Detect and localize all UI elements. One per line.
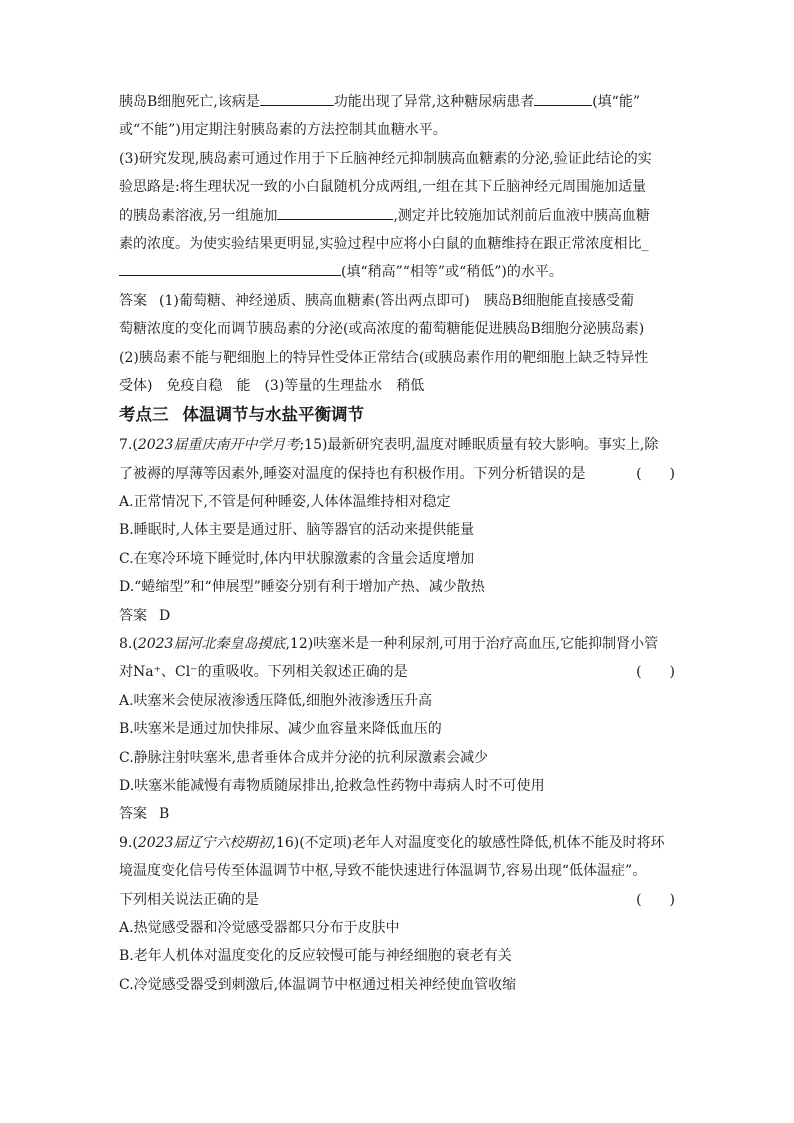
question-source: 2023届河北秦皇岛摸底 [137, 636, 286, 653]
q9-line-3 [119, 886, 677, 914]
answer-label: 答案 [119, 806, 147, 823]
q9-line-1 [119, 829, 677, 857]
q6-part3-line-5 [119, 258, 677, 286]
q8-line-1 [119, 630, 677, 658]
question-text: ,16)(不定项)老年人对温度变化的敏感性降低,机体不能及时将环 [271, 834, 665, 851]
question-number: 7.( [119, 437, 138, 454]
answer-text: 免疫自稳 [166, 377, 223, 394]
q6-part3-line-3 [119, 202, 677, 230]
question-source: 2023届辽宁六校期初 [137, 834, 272, 851]
q6-part3-line-2: 验思路是:将生理状况一致的小白鼠随机分成两组,一组在其下丘脑神经元周围施加适量 [119, 179, 647, 196]
q6-answer-line-2: 萄糖浓度的变化而调节胰岛素的分泌(或高浓度的葡萄糖能促进胰岛B细胞分泌胰岛素) [119, 321, 645, 338]
section-heading [119, 400, 677, 431]
q6-text: 功能出现了异常,这种糖尿病患者 [333, 94, 535, 110]
answer-text: 能 [236, 377, 251, 394]
option-d: D.“蜷缩型”和“伸展型”睡姿分别有利于增加产热、减少散热 [119, 579, 485, 596]
question-text: ,12)呋塞米是一种利尿剂,可用于治疗高血压,它能抑制肾小管 [285, 636, 659, 653]
q6-line-2: 或“不能”)用定期注射胰岛素的方法控制其血糖水平。 [119, 122, 447, 139]
q8-line-2 [119, 658, 677, 686]
option-b: B.呋塞米是通过加快排尿、减少血容量来降低血压的 [119, 721, 442, 738]
option-c: C.在寒冷环境下睡觉时,体内甲状腺激素的含量会适度增加 [119, 550, 475, 567]
question-source: 2023届重庆南开中学月考 [137, 437, 300, 454]
answer-text: (1)葡萄糖、神经递质、胰高血糖素(答出两点即可) [159, 292, 470, 309]
document-page [119, 88, 677, 999]
option-a: A.热觉感受器和冷觉感受器都只分布于皮肤中 [119, 919, 400, 936]
option-b: B.老年人机体对温度变化的反应较慢可能与神经细胞的衰老有关 [119, 948, 512, 965]
answer-text: 受体) [119, 377, 153, 394]
q7-line-1 [119, 431, 677, 459]
answer-text: (3)等量的生理盐水 [264, 377, 383, 394]
q6-answer-line-4 [119, 372, 677, 400]
question-text: 下列相关说法正确的是 [119, 891, 259, 908]
answer-label: 答案 [119, 292, 147, 309]
answer-label: 答案 [119, 607, 147, 624]
fill-blank [260, 91, 334, 106]
q6-text: (填“能” [592, 94, 640, 110]
section-number: 考点三 [119, 405, 169, 425]
question-number: 8.( [119, 636, 138, 653]
q7-answer [119, 602, 677, 630]
answer-value: B [159, 806, 170, 823]
option-c: C.冷觉感受器受到刺激后,体温调节中枢通过相关神经使血管收缩 [119, 976, 517, 993]
q8-answer [119, 800, 677, 828]
option-b: B.睡眠时,人体主要是通过肝、脑等器官的活动来提供能量 [119, 522, 475, 539]
q6-text: ,测定并比较施加试剂前后血液中胰高血糖 [393, 207, 650, 224]
option-a: A.呋塞米会使尿液渗透压降低,细胞外液渗透压升高 [119, 692, 433, 709]
q6-part3-line-1: (3)研究发现,胰岛素可通过作用于下丘脑神经元抑制胰高血糖素的分泌,验证此结论的实 [119, 150, 652, 167]
answer-bracket: ( ) [636, 891, 675, 908]
q6-text: 的胰岛素溶液,另一组施加 [119, 207, 278, 224]
q6-answer-line-3: (2)胰岛素不能与靶细胞上的特异性受体正常结合(或胰岛素作用的靶细胞上缺乏特异性 [119, 349, 649, 366]
answer-bracket: ( ) [636, 664, 675, 681]
question-text: ;15)最新研究表明,温度对睡眠质量有较大影响。事实上,除 [299, 437, 659, 454]
question-text: 了被褥的厚薄等因素外,睡姿对温度的保持也有积极作用。下列分析错误的是 [119, 465, 586, 482]
answer-value: D [159, 607, 171, 624]
q7-line-2 [119, 460, 677, 488]
option-d: D.呋塞米能减慢有毒物质随尿排出,抢救急性药物中毒病人时不可使用 [119, 777, 545, 794]
section-title: 体温调节与水盐平衡调节 [182, 405, 364, 425]
option-c: C.静脉注射呋塞米,患者垂体合成并分泌的抗利尿激素会减少 [119, 749, 489, 766]
fill-blank [119, 261, 341, 276]
fill-blank [534, 91, 592, 106]
question-number: 9.( [119, 834, 138, 851]
option-a: A.正常情况下,不管是何种睡姿,人体体温维持相对稳定 [119, 494, 451, 511]
q6-text: 胰岛B细胞死亡,该病是 [119, 94, 260, 110]
q6-answer-line-1 [119, 287, 677, 315]
question-text: 对Na⁺、Cl⁻的重吸收。下列相关叙述正确的是 [119, 664, 408, 681]
q6-line-1 [119, 88, 677, 116]
answer-text: 稍低 [396, 377, 425, 394]
fill-blank [277, 205, 393, 220]
q9-line-2: 境温度变化信号传至体温调节中枢,导致不能快速进行体温调节,容易出现“低体温症”。 [119, 863, 647, 880]
answer-bracket: ( ) [636, 465, 675, 482]
q6-text: (填“稍高”“相等”或“稍低”)的水平。 [341, 264, 563, 281]
answer-text: 胰岛B细胞能直接感受葡 [483, 292, 635, 309]
q6-part3-line-4: 素的浓度。为使实验结果更明显,实验过程中应将小白鼠的血糖维持在跟正常浓度相比_ [119, 235, 649, 252]
